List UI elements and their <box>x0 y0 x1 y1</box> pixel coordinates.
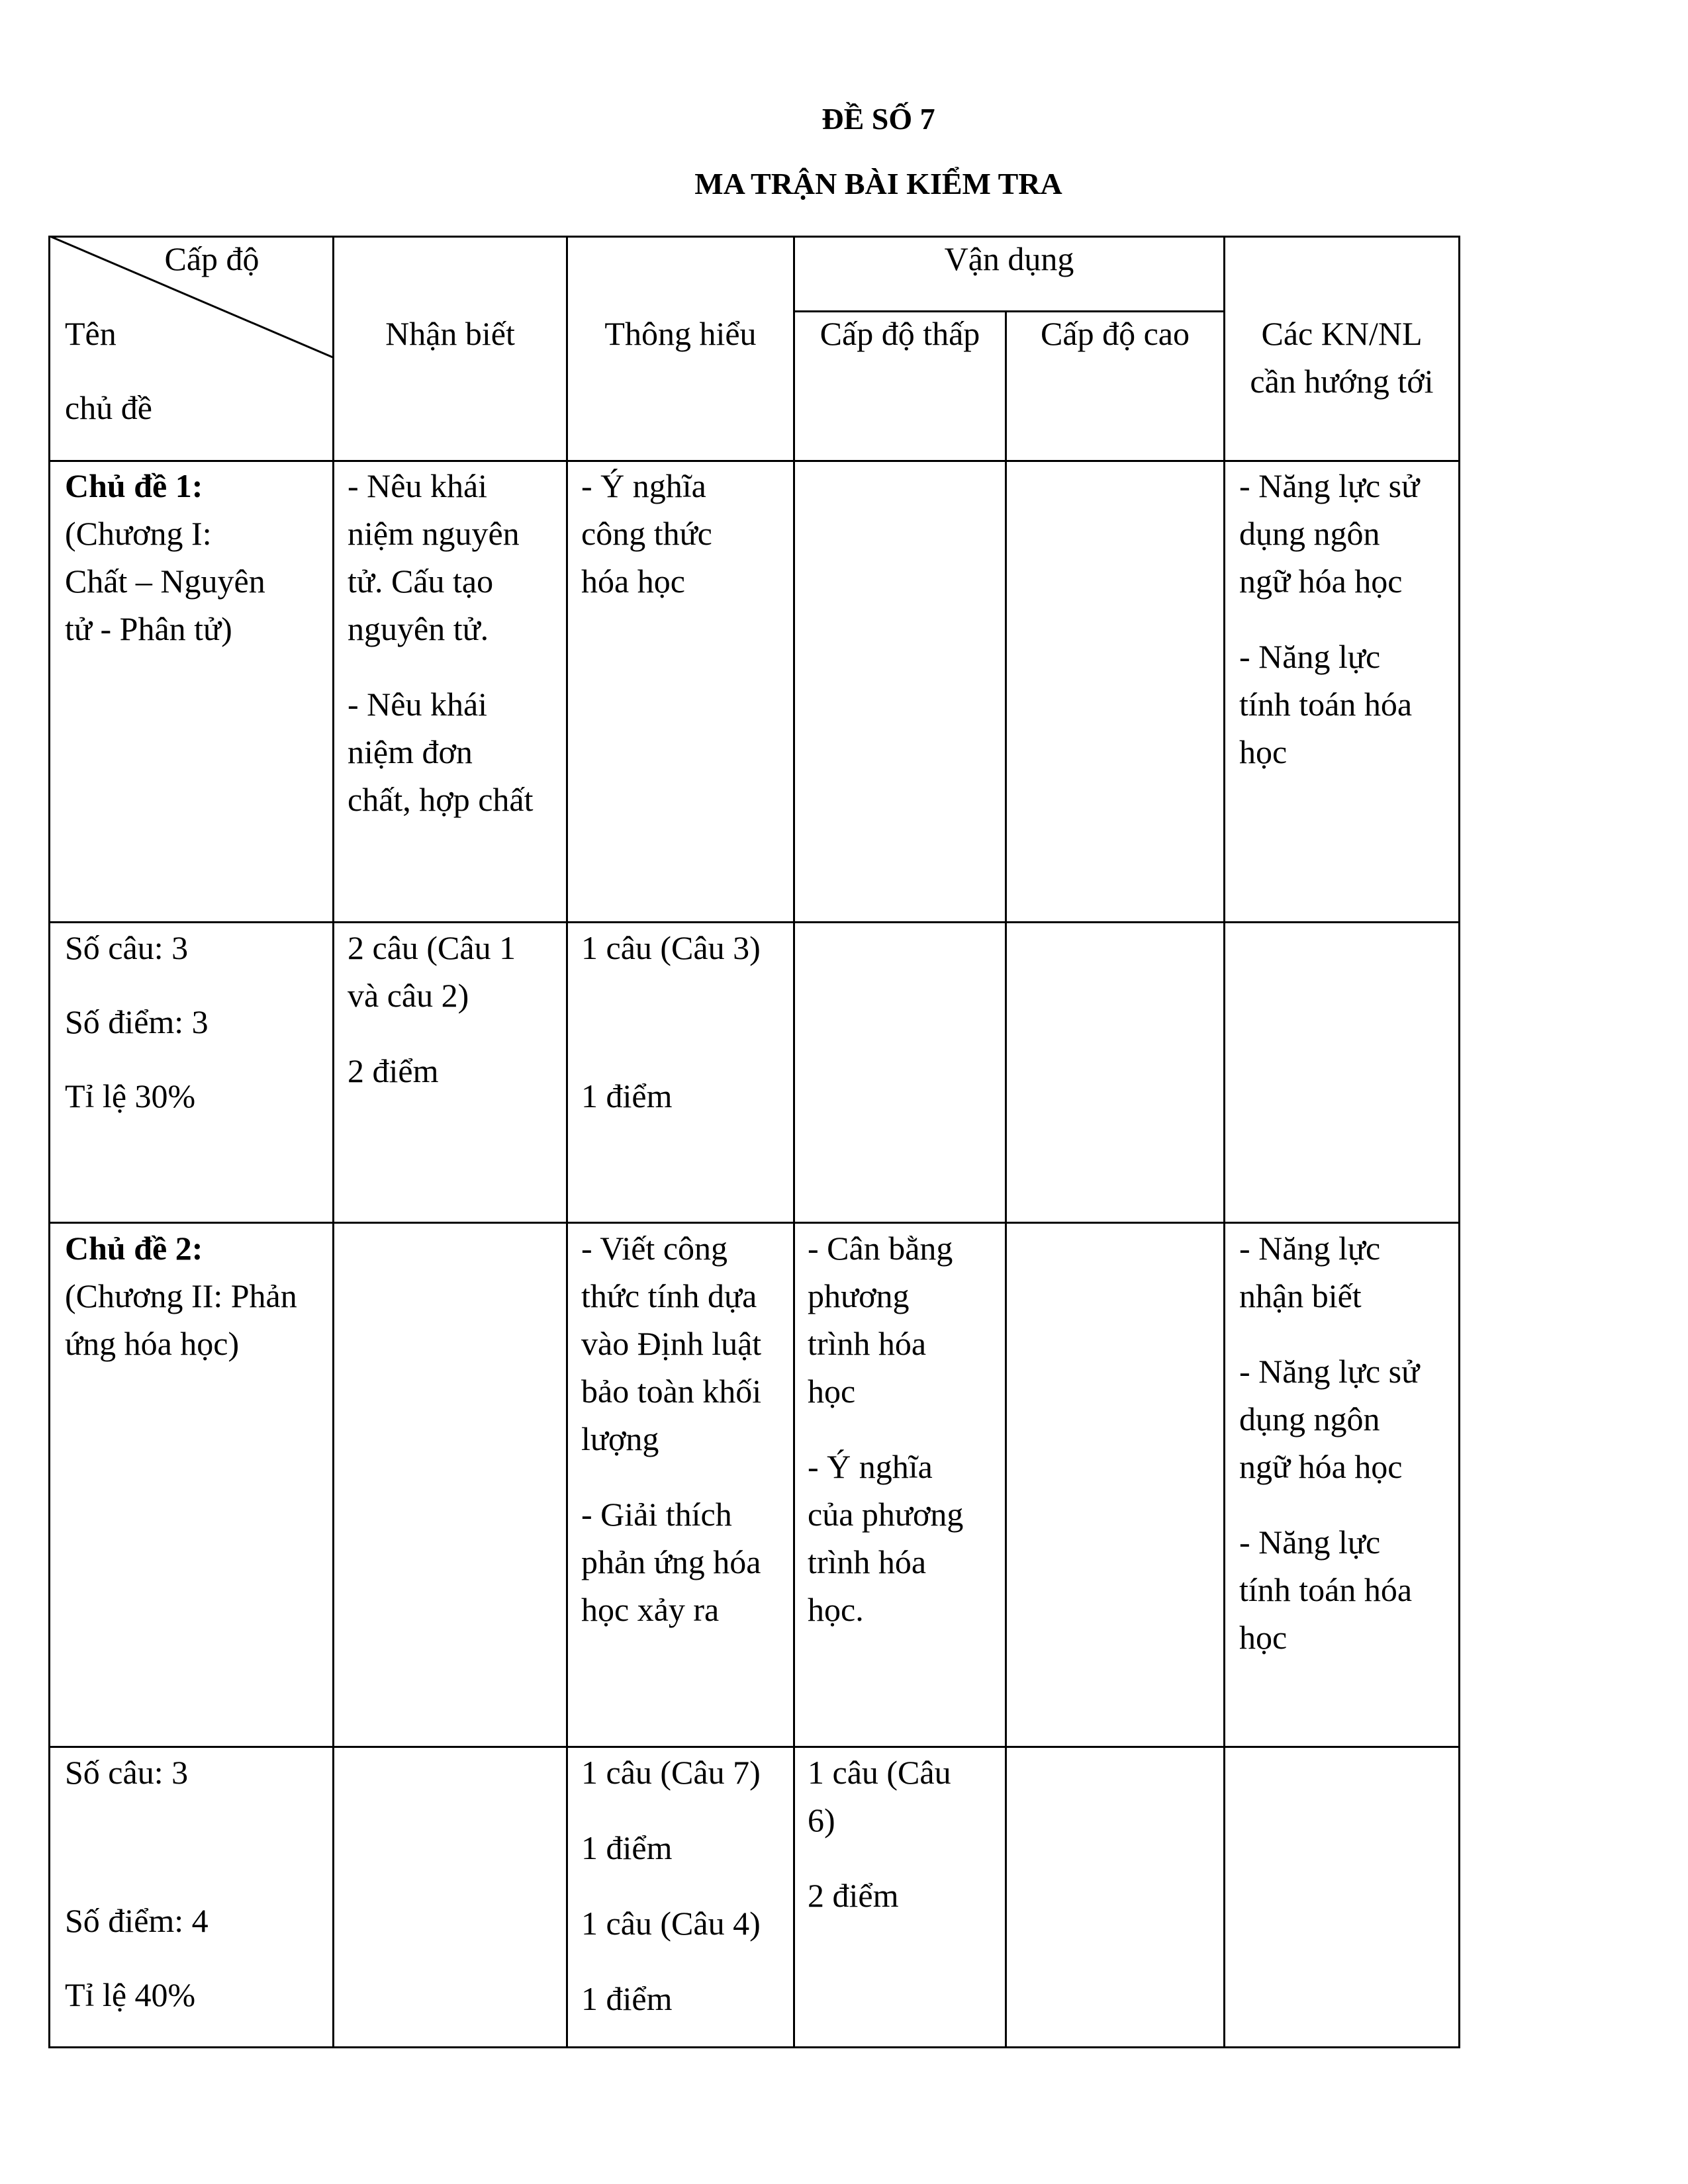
header-nhan-biet: Nhận biết <box>385 315 515 352</box>
header-cap-do-thap: Cấp độ thấp <box>820 315 980 352</box>
score2-so-cau: Số câu: 3 <box>65 1754 189 1791</box>
topic1-kn: - Năng lực sử dụng ngôn ngữ hóa học - Năng lực tính toán hóa học <box>1239 467 1420 770</box>
score2-cap-do-thap: 1 câu (Câu 6) 2 điểm <box>808 1754 951 1914</box>
header-van-dung: Vận dụng <box>944 240 1074 277</box>
topic2-kn: - Năng lực nhận biết - Năng lực sử dụng ngôn ngữ hóa học - Năng lực tính toán hóa học <box>1239 1230 1420 1656</box>
topic1-thong-hieu: - Ý nghĩa công thức hóa học <box>581 467 712 600</box>
header-kn-nl: Các KN/NL cần hướng tới <box>1250 315 1434 400</box>
score2-thong-hieu: 1 câu (Câu 7) 1 điểm 1 câu (Câu 4) 1 điểm <box>581 1754 761 2017</box>
header-cap-do-cao: Cấp độ cao <box>1041 315 1190 352</box>
score2-so-diem: Số điểm: 4 <box>65 1902 209 1939</box>
topic1-nhan-biet: - Nêu khái niệm nguyên tử. Cấu tạo nguyên tử. - Nêu khái niệm đơn chất, hợp chất <box>348 467 534 818</box>
score1-so-diem: Số điểm: 3 <box>65 1003 209 1040</box>
header-thong-hieu: Thông hiểu <box>604 315 757 352</box>
header-ten: Tên <box>65 315 117 352</box>
topic2-cap-do-thap: - Cân bằng phương trình hóa học - Ý nghĩa của phương trình hóa học. <box>808 1230 964 1628</box>
document-subtitle: MA TRẬN BÀI KIỂM TRA <box>694 167 1062 201</box>
score1-thong-hieu-diem: 1 điểm <box>581 1077 673 1115</box>
document-title: ĐỀ SỐ 7 <box>821 102 935 136</box>
score1-thong-hieu: 1 câu (Câu 3) <box>581 929 761 966</box>
topic2-name: Chủ đề 2: (Chương II: Phản ứng hóa học) <box>65 1230 297 1362</box>
score1-ti-le: Tỉ lệ 30% <box>65 1077 196 1115</box>
header-cap-do: Cấp độ <box>164 240 259 277</box>
score1-so-cau: Số câu: 3 <box>65 929 189 966</box>
header-chu-de: chủ đề <box>65 389 152 426</box>
topic1-name: Chủ đề 1: (Chương I: Chất – Nguyên tử - Phân tử) <box>65 467 265 647</box>
score2-ti-le: Tỉ lệ 40% <box>65 1976 196 2013</box>
topic2-thong-hieu: - Viết công thức tính dựa vào Định luật bảo toàn khối lượng - Giải thích phản ứng hóa học xảy ra <box>581 1230 762 1628</box>
score1-nhan-biet: 2 câu (Câu 1 và câu 2) 2 điểm <box>348 929 516 1089</box>
